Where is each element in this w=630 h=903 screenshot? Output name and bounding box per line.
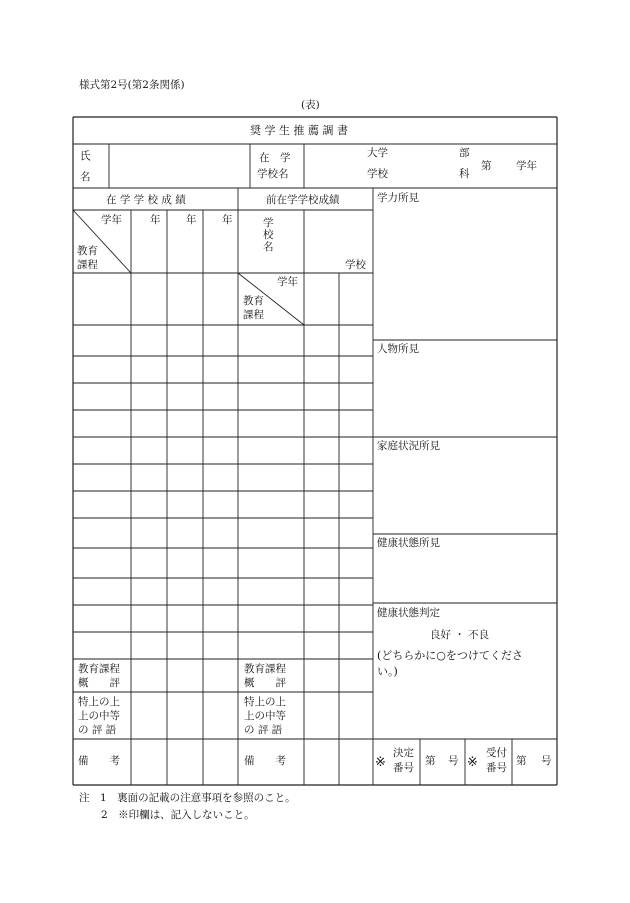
year-col-2: 年 — [186, 214, 197, 226]
name-label-2: 名 — [80, 171, 91, 183]
received-mark: ※ — [467, 755, 478, 770]
name-label-1: 氏 — [80, 150, 91, 162]
note-2: 2 ※印欄は、記入しないこと。 — [101, 809, 255, 821]
prev-katei: 課程 — [243, 309, 264, 321]
judgement-note-2: い。) — [377, 665, 398, 678]
family-opinion-label: 家庭状況所見 — [377, 440, 440, 452]
name-field[interactable] — [110, 145, 249, 187]
univ-label: 大学 — [367, 147, 388, 159]
health-judgement-label: 健康状態判定 — [377, 607, 440, 619]
decided-gou: 号 — [448, 755, 459, 767]
current-katei: 課程 — [77, 259, 98, 271]
side-label: (表) — [301, 99, 320, 111]
prev-remarks-label: 備 考 — [244, 755, 286, 767]
decided-label-2: 番号 — [393, 762, 414, 774]
received-gou: 号 — [541, 755, 552, 767]
prev-school-label-2: 校 — [263, 229, 274, 241]
current-kyoiku: 教育 — [77, 245, 98, 257]
received-label-1: 受付 — [486, 747, 507, 759]
dept-label: 部 — [459, 147, 470, 159]
health-opinion-label: 健康状態所見 — [377, 537, 440, 549]
decided-dai: 第 — [425, 755, 436, 767]
prev-kyoiku: 教育 — [243, 295, 264, 307]
prev-school-label-3: 名 — [263, 241, 274, 253]
current-grades-header: 在 学 学 校 成 績 — [106, 194, 186, 206]
rating-label-2: 上の中等 — [78, 710, 120, 722]
note-1: 注 1 裏面の記載の注意事項を参照のこと。 — [79, 792, 296, 804]
received-dai: 第 — [516, 755, 527, 767]
prev-school-label-1: 学 — [263, 217, 274, 229]
year-col-3: 年 — [222, 214, 233, 226]
academic-opinion-label: 学力所見 — [377, 192, 419, 204]
judgement-note-1: (どちらかに○をつけてくださ — [377, 649, 523, 662]
prev-rating-label-2: 上の中等 — [244, 710, 286, 722]
rating-label-3: の 評 語 — [78, 724, 117, 736]
remarks-label: 備 考 — [78, 755, 120, 767]
prev-overview-label-2: 概 評 — [244, 677, 286, 689]
school-kind-label: 学校 — [367, 168, 388, 180]
previous-grades-header: 前在学学校成績 — [266, 194, 340, 206]
year-col-1: 年 — [150, 214, 161, 226]
form-reference: 様式第2号(第2条関係) — [79, 79, 185, 91]
received-label-2: 番号 — [486, 762, 507, 774]
subject-label: 科 — [459, 168, 470, 180]
prev-rating-label-3: の 評 語 — [244, 724, 283, 736]
prev-rating-label-1: 特上の上 — [244, 696, 286, 708]
school-label-1: 在 学 — [259, 152, 291, 164]
judgement-options: 良好 ・ 不良 — [430, 629, 490, 641]
grade-prefix: 第 — [481, 160, 492, 172]
prev-school-suffix: 学校 — [345, 259, 366, 271]
grade-suffix: 学年 — [516, 160, 537, 172]
prev-gakunen: 学年 — [277, 276, 298, 288]
prev-overview-label-1: 教育課程 — [244, 663, 286, 675]
rating-label-1: 特上の上 — [78, 696, 120, 708]
current-gakunen: 学年 — [101, 214, 122, 226]
overview-label-2: 概 評 — [78, 677, 120, 689]
overview-label-1: 教育課程 — [78, 663, 120, 675]
school-label-2: 学校名 — [257, 168, 289, 180]
decided-mark: ※ — [375, 755, 386, 770]
character-opinion-label: 人物所見 — [377, 343, 419, 355]
form-title: 奨 学 生 推 薦 調 書 — [250, 124, 348, 137]
decided-label-1: 決定 — [393, 747, 414, 759]
